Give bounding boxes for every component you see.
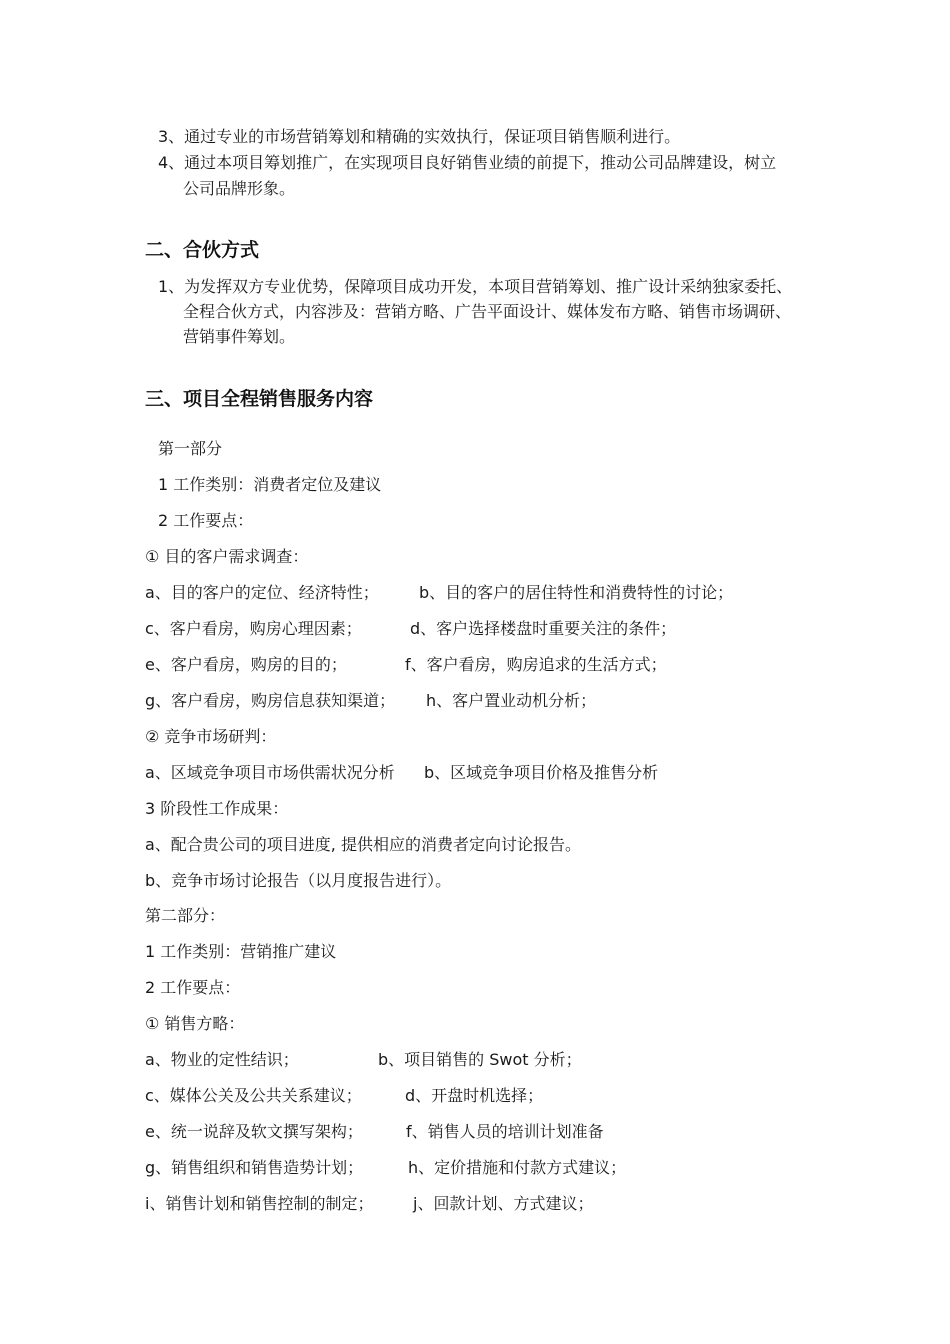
pair-left: g、客户看房，购房信息获知渠道；	[145, 691, 396, 710]
part1-sub1: ① 目的客户需求调查：	[145, 547, 309, 566]
pair-left: a、物业的定性结识；	[145, 1050, 299, 1069]
pair-right: h、定价措施和付款方式建议；	[408, 1158, 627, 1177]
pair-right: f、销售人员的培训计划准备	[406, 1122, 604, 1141]
part2-sub1: ① 销售方略：	[145, 1014, 245, 1033]
pair-left: g、销售组织和销售造势计划；	[145, 1158, 364, 1177]
part1-sub2: ② 竞争市场研判：	[145, 727, 277, 746]
pair-right: d、客户选择楼盘时重要关注的条件；	[410, 619, 677, 638]
list-item-4-continued: 公司品牌形象。	[183, 179, 296, 198]
part1-points: 2 工作要点：	[158, 511, 254, 530]
list-item-4: 4、通过本项目筹划推广，在实现项目良好销售业绩的前提下，推动公司品牌建设，树立	[158, 153, 777, 172]
pair-left: c、媒体公关及公共关系建议；	[145, 1086, 362, 1105]
pair-left: i、销售计划和销售控制的制定；	[145, 1194, 374, 1213]
pair-right: b、目的客户的居住特性和消费特性的讨论；	[419, 583, 734, 602]
pair-right: b、区域竞争项目价格及推售分析	[424, 763, 659, 782]
part2-points: 2 工作要点：	[145, 978, 241, 997]
pair-right: f、客户看房，购房追求的生活方式；	[405, 655, 667, 674]
cooperation-line-2: 全程合伙方式，内容涉及：营销方略、广告平面设计、媒体发布方略、销售市场调研、	[183, 302, 792, 321]
pair-left: e、统一说辞及软文撰写架构；	[145, 1122, 363, 1141]
part1-results: 3 阶段性工作成果：	[145, 799, 289, 818]
cooperation-line-1: 1、为发挥双方专业优势，保障项目成功开发，本项目营销筹划、推广设计采纳独家委托、	[158, 277, 793, 296]
part2-category: 1 工作类别：营销推广建议	[145, 942, 337, 961]
section-heading-cooperation: 二、合伙方式	[145, 239, 260, 261]
pair-right: b、项目销售的 Swot 分析；	[378, 1050, 582, 1069]
pair-left: a、区域竞争项目市场供需状况分析	[145, 763, 395, 782]
part2-heading: 第二部分：	[145, 906, 226, 925]
pair-right: d、开盘时机选择；	[405, 1086, 544, 1105]
pair-left: c、客户看房，购房心理因素；	[145, 619, 362, 638]
section-heading-services: 三、项目全程销售服务内容	[145, 388, 374, 410]
part1-heading: 第一部分	[158, 439, 223, 458]
list-item-3: 3、通过专业的市场营销筹划和精确的实效执行，保证项目销售顺利进行。	[158, 127, 681, 146]
pair-right: j、回款计划、方式建议；	[413, 1194, 594, 1213]
pair-left: a、目的客户的定位、经济特性；	[145, 583, 379, 602]
pair-right: h、客户置业动机分析；	[426, 691, 597, 710]
pair-left: e、客户看房，购房的目的；	[145, 655, 347, 674]
part1-category: 1 工作类别：消费者定位及建议	[158, 475, 382, 494]
part1-result-a: a、配合贵公司的项目进度, 提供相应的消费者定向讨论报告。	[145, 835, 581, 854]
part1-result-b: b、竞争市场讨论报告（以月度报告进行）。	[145, 871, 452, 890]
cooperation-line-3: 营销事件筹划。	[183, 327, 296, 346]
